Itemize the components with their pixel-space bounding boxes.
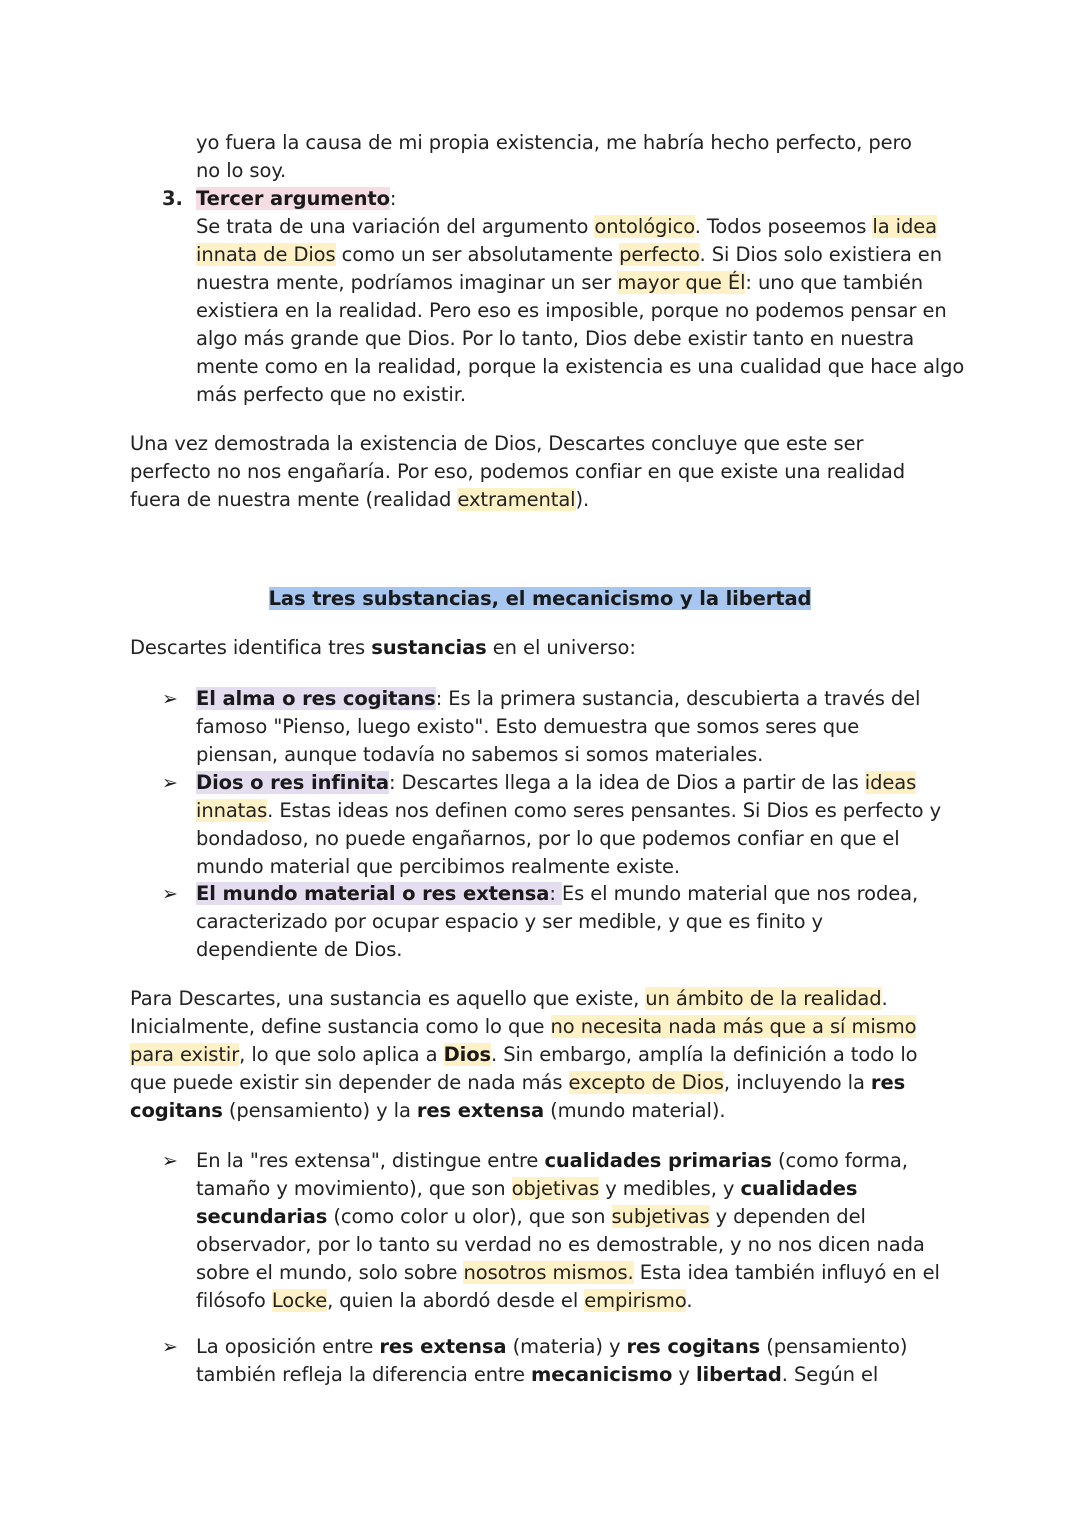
highlight-no-necesita: no necesita nada más que a sí mismo para existir <box>130 1015 917 1066</box>
bold-res-cogitans-2: res cogitans <box>626 1335 761 1358</box>
highlight-subjetivas: subjetivas <box>611 1205 710 1228</box>
bullet-2-title: Dios o res infinita <box>196 771 389 794</box>
qual-text-6: Esta idea también influyó en el filósofo <box>196 1261 940 1312</box>
opp-text-1: La oposición entre <box>196 1335 380 1358</box>
bold-mecanicismo: mecanicismo <box>531 1363 673 1386</box>
highlight-excepto-de-dios: excepto de Dios <box>568 1071 724 1094</box>
highlight-locke: Locke <box>271 1289 328 1312</box>
bullet-res-cogitans <box>196 685 941 769</box>
bullet-3-title: El mundo material o res extensa <box>196 882 550 905</box>
bold-res-extensa: res extensa <box>416 1099 545 1122</box>
highlight-ontologico: ontológico <box>594 215 695 238</box>
def-text-1: Para Descartes, una sustancia es aquello que existe, <box>130 987 646 1010</box>
def-text-3: , lo que solo aplica a <box>239 1043 444 1066</box>
def-text-6: (pensamiento) y la <box>222 1099 417 1122</box>
arrow-bullet-icon: ➢ <box>162 1150 178 1172</box>
qual-text-7: , quien la abordó desde el <box>327 1289 585 1312</box>
bold-res-extensa-2: res extensa <box>379 1335 507 1358</box>
sust-text-2: en el universo: <box>486 636 636 659</box>
colon: : <box>389 187 397 210</box>
conclusion-text-1: Una vez demostrada la existencia de Dios, Descartes concluye que este ser perfecto no nos engañaría. Por eso, podemos confiar en que existe una realidad fuera de nuestra mente (realidad <box>130 432 906 511</box>
highlight-idea-innata: la idea innata de Dios <box>196 215 937 266</box>
conclusion-paragraph <box>130 430 930 514</box>
section-heading: Las tres substancias, el mecanicismo y la libertad <box>268 587 812 610</box>
intro-line-1: yo fuera la causa de mi propia existencia, me habría hecho perfecto, pero <box>196 131 912 154</box>
arrow-bullet-icon: ➢ <box>162 883 178 905</box>
arg3-text-1: Se trata de una variación del argumento <box>196 215 595 238</box>
arg3-text-5: : uno que también existiera en la realidad. Pero eso es imposible, porque no podemos pensar en algo más grande que Dios. Por lo tanto, Dios debe existir tanto en nuestra mente como en la realidad, porque la existencia es una cualidad que hace algo más perfecto que no existir. <box>196 271 965 406</box>
highlight-perfecto: perfecto <box>619 243 700 266</box>
substances-intro <box>130 634 960 662</box>
bullet-opposition <box>196 1333 921 1389</box>
arg3-text-3: como un ser absolutamente <box>335 243 620 266</box>
bold-res-cogitans: res cogitans <box>130 1071 906 1122</box>
bullet-3-text: Es el mundo material que nos rodea, caracterizado por ocupar espacio y ser medible, y que es finito y dependiente de Dios. <box>196 882 919 961</box>
qual-text-2: (como forma, tamaño y movimiento), que son <box>196 1149 908 1200</box>
list-number-3: 3. <box>162 187 183 210</box>
bold-sustancias: sustancias <box>371 636 487 659</box>
bullet-qualities <box>196 1147 941 1315</box>
definition-paragraph <box>130 985 945 1125</box>
bold-dios: Dios <box>443 1043 492 1066</box>
bullet-res-extensa <box>196 880 931 964</box>
highlight-ideas-innatas: ideas innatas <box>196 771 917 822</box>
opp-text-2: (materia) y <box>506 1335 627 1358</box>
def-text-4: . Sin embargo, amplía la definición a todo lo que puede existir sin depender de nada más <box>130 1043 918 1094</box>
bullet-1-text: : Es la primera sustancia, descubierta a través del famoso "Pienso, luego existo". Esto demuestra que somos seres que piensan, aunque todavía no sabemos si somos materiales. <box>196 687 921 766</box>
highlight-mayor-que-el: mayor que Él <box>617 271 746 294</box>
bold-libertad: libertad <box>695 1363 782 1386</box>
qual-text-8: . <box>686 1289 693 1312</box>
qual-text-5: y dependen del observador, por lo tanto su verdad no es demostrable, y no nos dicen nada sobre el mundo, solo sobre <box>196 1205 925 1284</box>
highlight-ambito: un ámbito de la realidad <box>645 987 882 1010</box>
arrow-bullet-icon: ➢ <box>162 1336 178 1358</box>
bullet-2-text-2: . Estas ideas nos definen como seres pensantes. Si Dios es perfecto y bondadoso, no puede engañarnos, por lo que podemos confiar en que el mundo material que percibimos realmente existe. <box>196 799 942 878</box>
conclusion-text-2: ). <box>575 488 590 511</box>
qual-text-1: En la "res extensa", distingue entre <box>196 1149 545 1172</box>
third-argument-title: Tercer argumento <box>196 187 390 210</box>
arg3-text-4: . Si Dios solo existiera en nuestra mente, podríamos imaginar un ser <box>196 243 942 294</box>
section-heading-wrap <box>0 585 1080 613</box>
opp-text-3: (pensamiento) también refleja la diferencia entre <box>196 1335 908 1386</box>
highlight-empirismo: empirismo <box>584 1289 687 1312</box>
arrow-bullet-icon: ➢ <box>162 688 178 710</box>
opp-text-4: y <box>672 1363 696 1386</box>
arrow-bullet-icon: ➢ <box>162 772 178 794</box>
highlight-extramental: extramental <box>457 488 576 511</box>
qual-text-4: (como color u olor), que son <box>327 1205 612 1228</box>
intro-paragraph <box>196 129 966 185</box>
qual-text-3: y medibles, y <box>599 1177 741 1200</box>
def-text-2: . Inicialmente, define sustancia como lo que <box>130 987 888 1038</box>
bold-cualidades-secundarias: cualidades secundarias <box>196 1177 858 1228</box>
intro-line-2: no lo soy. <box>196 159 287 182</box>
third-argument <box>196 185 966 409</box>
sust-text-1: Descartes identifica tres <box>130 636 372 659</box>
bullet-1-title: El alma o res cogitans <box>196 687 436 710</box>
bullet-2-text-1: : Descartes llega a la idea de Dios a partir de las <box>388 771 865 794</box>
bullet-res-infinita <box>196 769 956 881</box>
arg3-text-2: . Todos poseemos <box>694 215 873 238</box>
def-text-7: (mundo material). <box>544 1099 726 1122</box>
highlight-objetivas: objetivas <box>511 1177 600 1200</box>
bullet-3-colon: : <box>549 882 562 905</box>
highlight-nosotros-mismos: nosotros mismos. <box>463 1261 634 1284</box>
bold-cualidades-primarias: cualidades primarias <box>544 1149 772 1172</box>
def-text-5: , incluyendo la <box>723 1071 871 1094</box>
opp-text-5: . Según el <box>781 1363 879 1386</box>
